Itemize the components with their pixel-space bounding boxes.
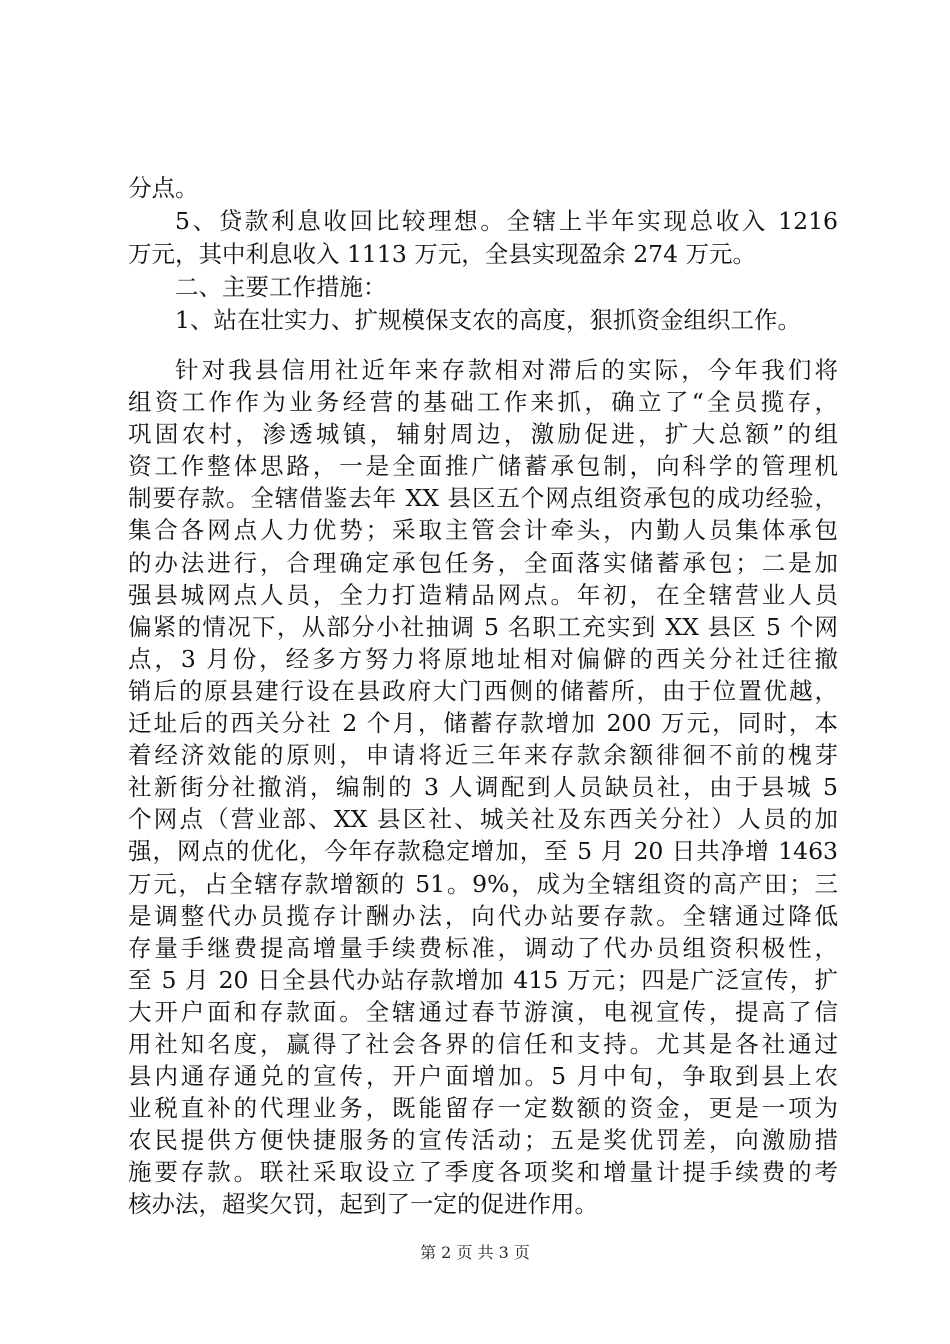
page-footer: 第 2 页 共 3 页: [420, 1243, 530, 1262]
main-paragraph: [128, 354, 838, 1221]
paragraph-line: 集合各网点人力优势；采取主管会计牵头，内勤人员集体承包: [128, 516, 838, 545]
paragraph-line: 销后的原县建行设在县政府大门西侧的储蓄所，由于位置优越，: [128, 676, 838, 705]
paragraph-line: 制要存款。全辖借鉴去年 XX 县区五个网点组资承包的成功经验，: [128, 484, 838, 513]
paragraph-line: 强，网点的优化，今年存款稳定增加，至 5 月 20 日共净增 1463: [128, 837, 838, 866]
paragraph-line: 着经济效能的原则，申请将近三年来存款余额徘徊不前的槐芽: [128, 741, 838, 770]
paragraph-line: 点，3 月份，经多方努力将原地址相对偏僻的西关分社迁往撤: [128, 644, 838, 673]
paragraph-line: 万元，占全辖存款增额的 51。9%，成为全辖组资的高产田；三: [128, 869, 838, 898]
paragraph-line: 县内通存通兑的宣传，开户面增加。5 月中旬，争取到县上农: [128, 1062, 838, 1091]
paragraph-line: 是调整代办员揽存计酬办法，向代办站要存款。全辖通过降低: [128, 901, 838, 930]
paragraph-line: 大开户面和存款面。全辖通过春节游演，电视宣传，提高了信: [128, 997, 838, 1026]
paragraph-line: 社新街分社撤消，编制的 3 人调配到人员缺员社，由于县城 5: [128, 773, 838, 802]
section-heading: 二、主要工作措施：: [175, 273, 387, 301]
subsection-heading: 1、站在壮实力、扩规模保支农的高度，狠抓资金组织工作。: [175, 306, 801, 334]
paragraph-line: 巩固农村，渗透城镇，辅射周边，激励促进，扩大总额”的组: [128, 420, 838, 449]
text-line: 分点。: [128, 174, 199, 202]
text-line: 万元，其中利息收入 1113 万元，全县实现盈余 274 万元。: [128, 240, 757, 268]
top-text-block: [128, 172, 838, 337]
text-line: 5、贷款利息收回比较理想。全辖上半年实现总收入 1216: [175, 207, 838, 235]
paragraph-line: 农民提供方便快捷服务的宣传活动；五是奖优罚差，向激励措: [128, 1126, 838, 1155]
paragraph-line: 业税直补的代理业务，既能留存一定数额的资金，更是一项为: [128, 1094, 838, 1123]
paragraph-line: 迁址后的西关分社 2 个月，储蓄存款增加 200 万元，同时，本: [128, 709, 838, 738]
paragraph-line: 强县城网点人员，全力打造精品网点。年初，在全辖营业人员: [128, 580, 838, 609]
paragraph-line: 用社知名度，赢得了社会各界的信任和支持。尤其是各社通过: [128, 1029, 838, 1058]
paragraph-line: 的办法进行，合理确定承包任务，全面落实储蓄承包；二是加: [128, 548, 838, 577]
paragraph-line: 存量手继费提高增量手续费标准，调动了代办员组资积极性，: [128, 933, 838, 962]
paragraph-line: 至 5 月 20 日全县代办站存款增加 415 万元；四是广泛宣传，扩: [128, 965, 838, 994]
paragraph-line: 偏紧的情况下，从部分小社抽调 5 名职工充实到 XX 县区 5 个网: [128, 612, 838, 641]
paragraph-line: 针对我县信用社近年来存款相对滞后的实际，今年我们将: [175, 356, 838, 384]
paragraph-line: 资工作整体思路，一是全面推广储蓄承包制，向科学的管理机: [128, 452, 838, 481]
paragraph-line: 核办法，超奖欠罚，起到了一定的促进作用。: [128, 1190, 598, 1219]
paragraph-line: 个网点（营业部、XX 县区社、城关社及东西关分社）人员的加: [128, 805, 838, 834]
paragraph-line: 施要存款。联社采取设立了季度各项奖和增量计提手续费的考: [128, 1158, 838, 1187]
paragraph-line: 组资工作作为业务经营的基础工作来抓，确立了“全员揽存，: [128, 388, 838, 417]
